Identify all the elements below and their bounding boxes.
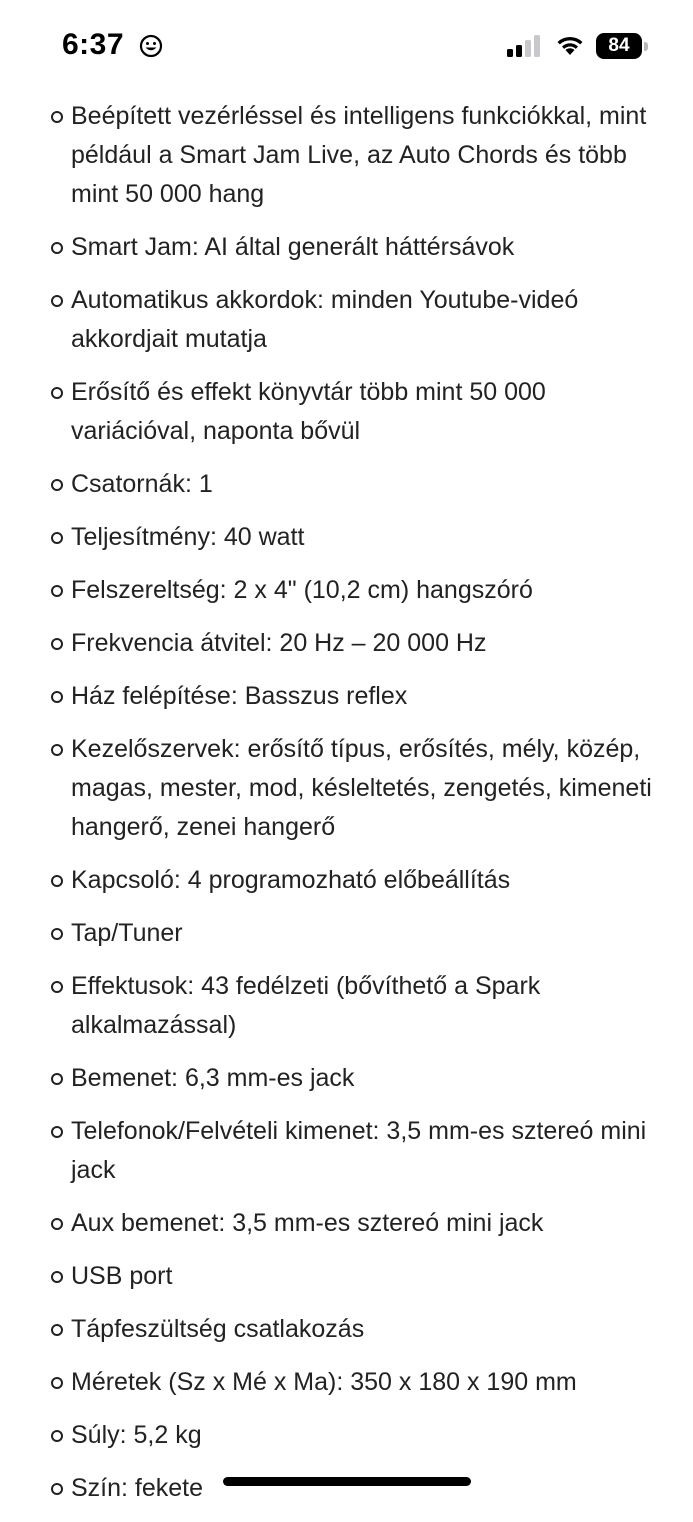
list-item bbox=[0, 1416, 693, 1455]
spec-text: USB port bbox=[71, 1262, 173, 1290]
spec-text: Szín: fekete bbox=[71, 1474, 204, 1502]
spec-text: Frekvencia átvitel: 20 Hz – 20 000 Hz bbox=[71, 629, 487, 657]
bullet-icon bbox=[51, 1377, 63, 1389]
bullet-icon bbox=[51, 585, 63, 597]
home-indicator[interactable] bbox=[223, 1477, 471, 1486]
list-item bbox=[0, 228, 693, 267]
bullet-icon bbox=[51, 242, 63, 254]
battery-level: 84 bbox=[596, 33, 642, 59]
bullet-icon bbox=[51, 638, 63, 650]
signal-bars-icon bbox=[506, 34, 546, 58]
bullet-icon bbox=[51, 1126, 63, 1138]
bullet-icon bbox=[51, 691, 63, 703]
bullet-icon bbox=[51, 295, 63, 307]
wifi-icon bbox=[554, 33, 586, 57]
bullet-icon bbox=[51, 479, 63, 491]
bullet-icon bbox=[51, 875, 63, 887]
status-bar bbox=[0, 0, 693, 92]
list-item bbox=[0, 1059, 693, 1098]
spec-text: Súly: 5,2 kg bbox=[71, 1421, 202, 1449]
spec-text: Kapcsoló: 4 programozható előbeállítás bbox=[71, 866, 511, 894]
spec-text: Smart Jam: AI által generált háttérsávok bbox=[71, 233, 515, 261]
spec-text: Teljesítmény: 40 watt bbox=[71, 523, 305, 551]
spec-text: Csatornák: 1 bbox=[71, 470, 213, 498]
bullet-icon bbox=[51, 1324, 63, 1336]
list-item bbox=[0, 861, 693, 900]
list-item bbox=[0, 677, 693, 716]
list-item bbox=[0, 624, 693, 663]
list-item bbox=[0, 730, 693, 847]
list-item bbox=[0, 97, 693, 214]
spec-text: Aux bemenet: 3,5 mm-es sztereó mini jack bbox=[71, 1209, 544, 1237]
bullet-icon bbox=[51, 928, 63, 940]
bullet-icon bbox=[51, 1430, 63, 1442]
bullet-icon bbox=[51, 1271, 63, 1283]
list-item bbox=[0, 1204, 693, 1243]
bullet-icon bbox=[51, 1483, 63, 1495]
list-item bbox=[0, 1112, 693, 1190]
bullet-icon bbox=[51, 1073, 63, 1085]
spec-text: Bemenet: 6,3 mm-es jack bbox=[71, 1064, 355, 1092]
bullet-icon bbox=[51, 981, 63, 993]
list-item bbox=[0, 1363, 693, 1402]
status-time: 6:37 bbox=[62, 28, 125, 61]
spec-text: Erősítő és effekt könyvtár több mint 50 000 variációval, naponta bővül bbox=[71, 378, 546, 445]
list-item bbox=[0, 914, 693, 953]
battery-icon bbox=[596, 33, 650, 59]
list-item bbox=[0, 281, 693, 359]
spec-text: Kezelőszervek: erősítő típus, erősítés, mély, közép, magas, mester, mod, késleltetés, zengetés, kimeneti hangerő, zenei hangerő bbox=[71, 735, 652, 841]
spec-text: Automatikus akkordok: minden Youtube-videó akkordjait mutatja bbox=[71, 286, 579, 353]
spec-text: Tap/Tuner bbox=[71, 919, 183, 947]
bullet-icon bbox=[51, 744, 63, 756]
bullet-icon bbox=[51, 532, 63, 544]
spec-list bbox=[0, 97, 693, 1508]
list-item bbox=[0, 1310, 693, 1349]
bullet-icon bbox=[51, 111, 63, 123]
smiley-face-icon bbox=[139, 34, 163, 58]
spec-text: Méretek (Sz x Mé x Ma): 350 x 180 x 190 mm bbox=[71, 1368, 577, 1396]
spec-text: Ház felépítése: Basszus reflex bbox=[71, 682, 408, 710]
list-item bbox=[0, 1469, 693, 1508]
list-item bbox=[0, 1257, 693, 1296]
spec-text: Felszereltség: 2 x 4" (10,2 cm) hangszóró bbox=[71, 576, 533, 604]
battery-cap bbox=[644, 42, 648, 51]
list-item bbox=[0, 571, 693, 610]
spec-text: Effektusok: 43 fedélzeti (bővíthető a Spark alkalmazással) bbox=[71, 972, 541, 1039]
list-item bbox=[0, 967, 693, 1045]
spec-text: Beépített vezérléssel és intelligens funkciókkal, mint például a Smart Jam Live, az Auto Chords és több mint 50 000 hang bbox=[71, 102, 647, 208]
spec-text: Telefonok/Felvételi kimenet: 3,5 mm-es sztereó mini jack bbox=[71, 1117, 647, 1184]
bullet-icon bbox=[51, 387, 63, 399]
list-item bbox=[0, 465, 693, 504]
spec-text: Tápfeszültség csatlakozás bbox=[71, 1315, 365, 1343]
list-item bbox=[0, 373, 693, 451]
list-item bbox=[0, 518, 693, 557]
bullet-icon bbox=[51, 1218, 63, 1230]
spec-content bbox=[0, 97, 693, 1522]
